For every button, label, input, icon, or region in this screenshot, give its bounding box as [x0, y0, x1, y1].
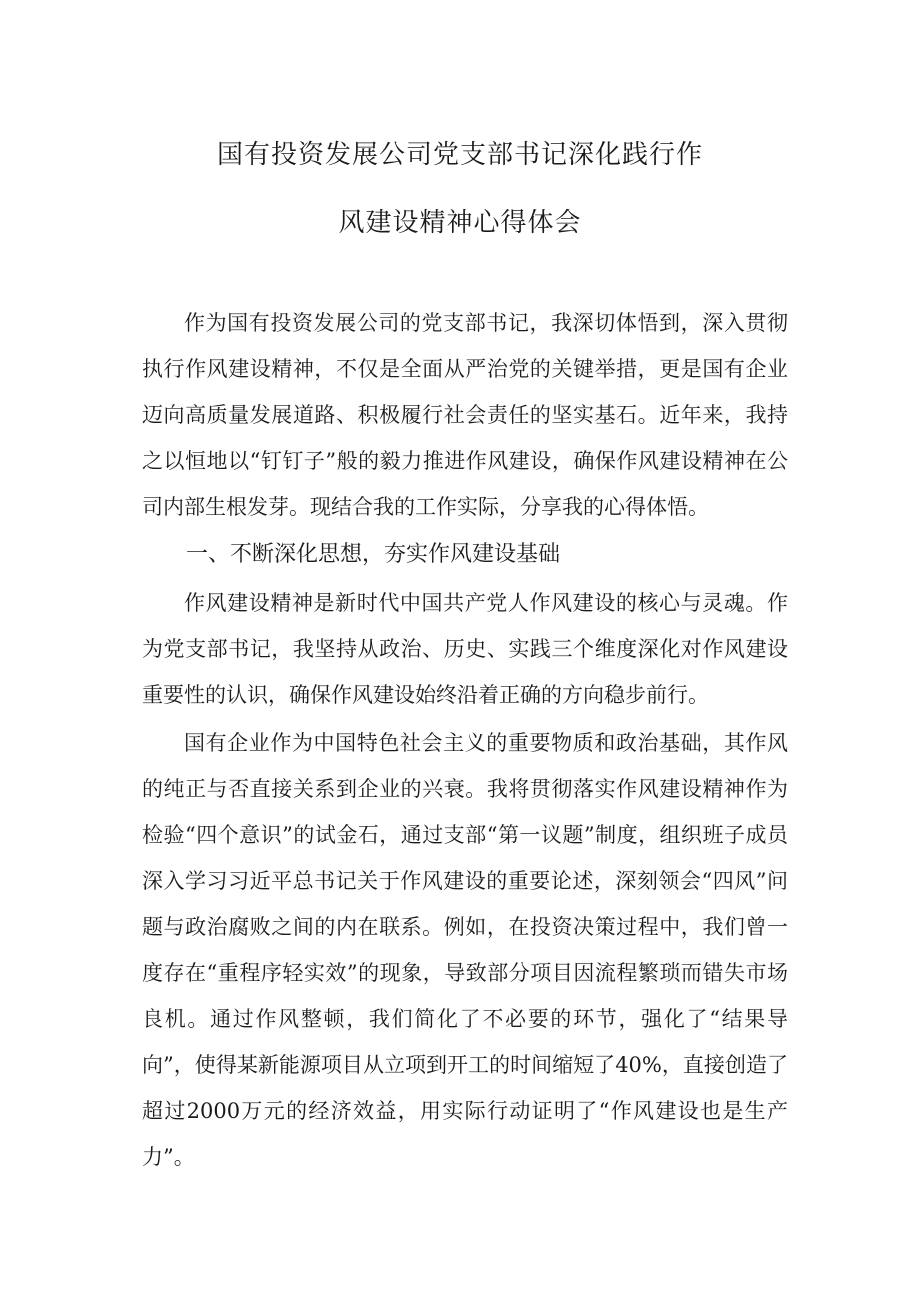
document-title-line-2: 风建设精神心得体会 — [338, 208, 582, 238]
section-1-heading: 一、不断深化思想，夯实作风建设基础 — [186, 542, 561, 567]
section-1-paragraph-1: 作风建设精神是新时代中国共产党人作风建设的核心与灵魂。作为党支部书记，我坚持从政治、历史、实践三个维度深化对作风建设重要性的认识，确保作风建设始终沿着正确的方向稳步前行。 — [142, 591, 788, 707]
section-1-paragraph-2: 国有企业作为中国特色社会主义的重要物质和政治基础，其作风的纯正与否直接关系到企业的兴衰。我将贯彻落实作风建设精神作为检验“四个意识”的试金石，通过支部“第一议题”制度，组织班子成员深入学习习近平总书记关于作风建设的重要论述，深刻领会“四风”问题与政治腐败之间的内在联系。例如，在投资决策过程中，我们曾一度存在“重程序轻实效”的现象，导致部分项目因流程繁琐而错失市场良机。通过作风整顿，我们简化了不必要的环节，强化了“结果导向”，使得某新能源项目从立项到开工的时间缩短了40%，直接创造了超过2000万元的经济效益，用实际行动证明了“作风建设也是生产力”。 — [142, 731, 788, 1169]
document-body — [142, 300, 788, 1180]
intro-paragraph: 作为国有投资发展公司的党支部书记，我深切体悟到，深入贯彻执行作风建设精神，不仅是全面从严治党的关键举措，更是国有企业迈向高质量发展道路、积极履行社会责任的坚实基石。近年来，我持之以恒地以“钉钉子”般的毅力推进作风建设，确保作风建设精神在公司内部生根发芽。现结合我的工作实际，分享我的心得体悟。 — [142, 311, 788, 519]
document-title-line-1: 国有投资发展公司党支部书记深化践行作 — [216, 140, 703, 170]
